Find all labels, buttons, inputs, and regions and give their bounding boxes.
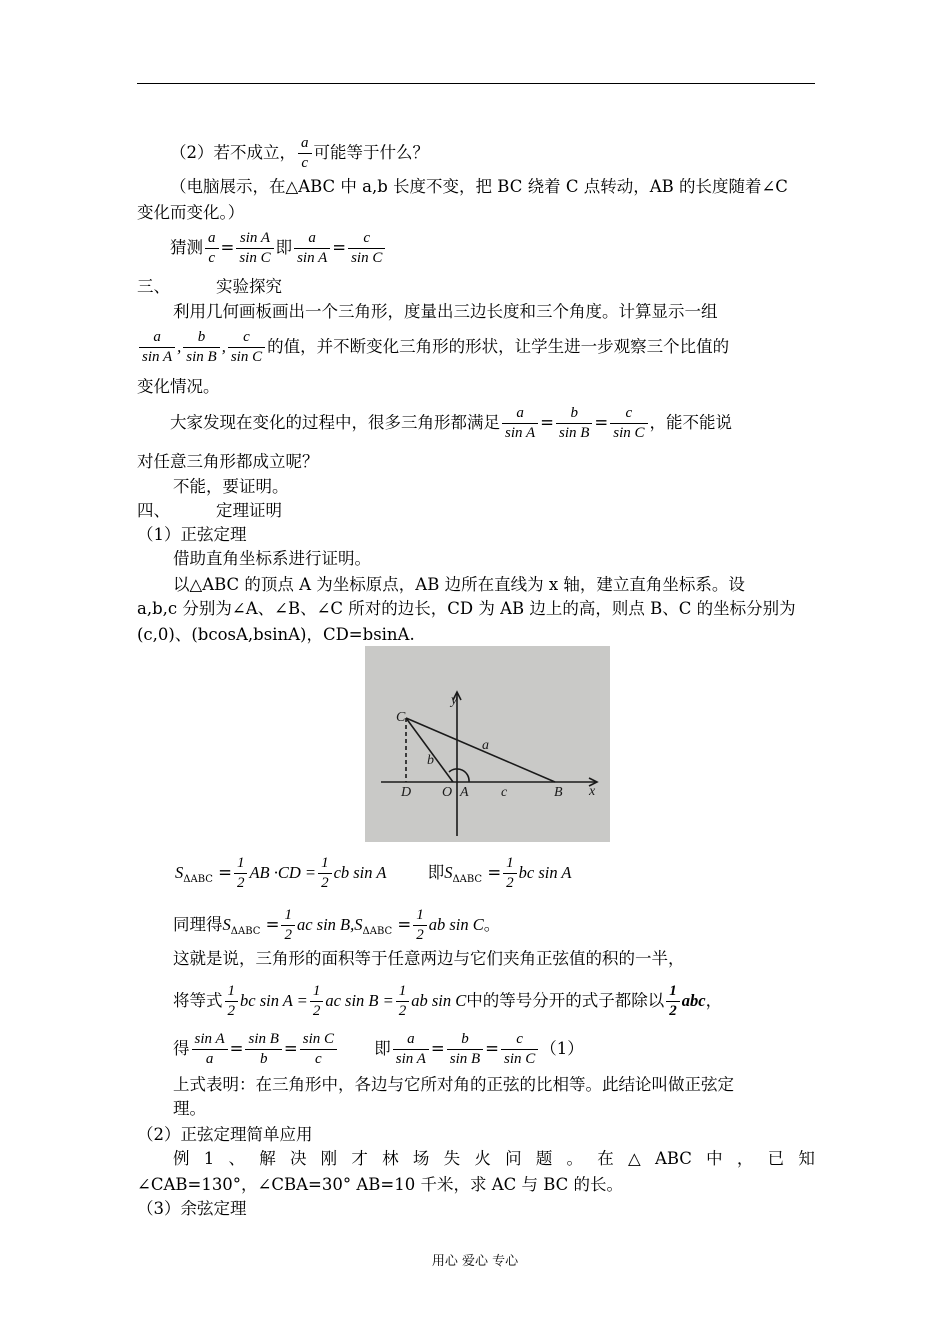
label-a: a	[482, 738, 489, 753]
get-line: 得 $\frac{\text{sin A}}{a}$ = $\frac{\text{sin B}}{b}$ = $\frac{\text{sin C}}{c}$ 即 $\frac{a}{\text{sin A}}$ = $\frac{b}{\text{sin B}}$ = $\frac{c}{\text{sin C}}$ （1）	[173, 1031, 584, 1067]
label-O: O	[442, 785, 453, 800]
ex1-token: 刚	[320, 1149, 338, 1168]
p1-title: （1）正弦定理	[137, 525, 247, 544]
state-line2: 理。	[173, 1099, 206, 1118]
label-A: A	[460, 785, 469, 800]
ex1-token: 火	[474, 1149, 491, 1168]
p2-title: （2）正弦定理简单应用	[137, 1125, 313, 1144]
figure-svg	[365, 646, 610, 842]
ex1-token: 林	[382, 1149, 399, 1168]
ex1-token: 1	[203, 1149, 215, 1168]
ex1-token: 在	[597, 1149, 614, 1168]
label-C: C	[396, 710, 406, 725]
demo-line1: （电脑展示，在△ABC 中 a,b 长度不变，把 BC 绕着 C 点转动，AB 的长度随着∠C	[170, 177, 788, 196]
ex1-token: 解	[259, 1149, 276, 1168]
exp-line1: 利用几何画板画出一个三角形，度量出三边长度和三个角度。计算显示一组	[173, 302, 718, 321]
divide-line: 将等式 $\frac{1}{2}$ bc sin A = $\frac{1}{2}$ ac sin B = $\frac{1}{2}$ ab sin C中的等号分开的式子都除以 $\frac{1}{2}$ abc，	[173, 983, 723, 1019]
guess-line: 猜测 $\frac{a}{c}$ = $\frac{\text{sin A}}{\text{sin C}}$ 即 $\frac{a}{\text{sin A}}$ = $\frac{c}{\text{sin C}}$	[170, 229, 387, 268]
ex1-token: 例	[173, 1149, 190, 1168]
label-b: b	[427, 753, 434, 768]
ex1-token: 。	[566, 1149, 584, 1168]
label-c: c	[501, 785, 508, 800]
ex1-line1	[173, 1148, 815, 1170]
no-line: 不能，要证明。	[173, 477, 289, 496]
header-rule	[137, 83, 815, 84]
q2-line: （2）若不成立， $\frac{a}{c}$ 可能等于什么？	[170, 135, 429, 171]
area-formula: $S_{\Delta ABC}$ = $\frac{1}{2}$ AB ·CD = $\frac{1}{2}$ cb sin A 即$S_{\Delta ABC}$ = $\frac{1}{2}$ bc sin A	[175, 855, 572, 891]
page-footer: 用心 爱心 专心	[431, 1254, 519, 1269]
side-a	[406, 718, 555, 782]
ex1-token: 失	[443, 1149, 461, 1168]
section3-heading: 三、 实验探究	[137, 277, 282, 296]
ex1-token: 场	[412, 1149, 430, 1168]
coordinate-figure-photo	[365, 646, 610, 842]
ex1-line2: ∠CAB=130°，∠CBA=30° AB=10 千米，求 AC 与 BC 的长。	[137, 1175, 624, 1194]
p1-line3: a,b,c 分别为∠A、∠B、∠C 所对的边长，CD 为 AB 边上的高，则点 B、C 的坐标分别为	[137, 599, 796, 618]
demo-line2: 变化而变化。）	[137, 203, 245, 222]
ex1-token: 中	[706, 1149, 723, 1168]
ex1-token: ，	[736, 1149, 754, 1168]
fraction-a-over-c: $\frac{a}{c}$	[298, 134, 312, 173]
p1-line4: (c,0)、(bcosA,bsinA)，CD=bsinA.	[137, 625, 415, 644]
ex1-token: ABC	[654, 1149, 692, 1168]
found-line2: 对任意三角形都成立呢？	[137, 452, 319, 471]
exp-line2: $\frac{a}{\text{sin A}}$ , $\frac{b}{\text{sin B}}$ , $\frac{c}{\text{sin C}}$ 的值，并不断变化三角形的形状，让学生进一步观察三个比值的	[137, 328, 729, 367]
ex1-token: 题	[535, 1149, 553, 1168]
section4-heading: 四、 定理证明	[137, 501, 282, 520]
ex1-token: 才	[351, 1149, 368, 1168]
ex1-token: △	[628, 1149, 641, 1168]
p3-title: （3）余弦定理	[137, 1199, 247, 1218]
state-line1: 上式表明：在三角形中，各边与它所对角的正弦的比相等。此结论叫做正弦定	[173, 1075, 734, 1094]
meaning-line: 这就是说，三角形的面积等于任意两边与它们夹角正弦值的积的一半，	[173, 949, 685, 968]
ex1-token: 问	[505, 1149, 522, 1168]
p1-line2: 以△ABC 的顶点 A 为坐标原点，AB 边所在直线为 x 轴，建立直角坐标系。设	[173, 575, 745, 594]
ex1-token: 、	[228, 1149, 245, 1168]
found-line1: 大家发现在变化的过程中，很多三角形都满足 $\frac{a}{\text{sin A}}$ = $\frac{b}{\text{sin B}}$ = $\frac{c}{\text{sin C}}$ ，能不能说	[170, 405, 732, 441]
label-x: x	[589, 784, 596, 799]
exp-line3: 变化情况。	[137, 377, 220, 396]
same-formula: 同理得$S_{\Delta ABC}$ = $\frac{1}{2}$ ac $\sin B,S_{\Delta ABC}$ = $\frac{1}{2}$ ab sin C。	[173, 907, 501, 943]
ex1-token: 决	[289, 1149, 307, 1168]
label-B: B	[554, 785, 563, 800]
p1-line1: 借助直角坐标系进行证明。	[173, 549, 371, 568]
ex1-token: 已	[767, 1149, 785, 1168]
label-D: D	[401, 785, 412, 800]
label-y: y	[451, 693, 458, 708]
ex1-token: 知	[798, 1149, 815, 1168]
